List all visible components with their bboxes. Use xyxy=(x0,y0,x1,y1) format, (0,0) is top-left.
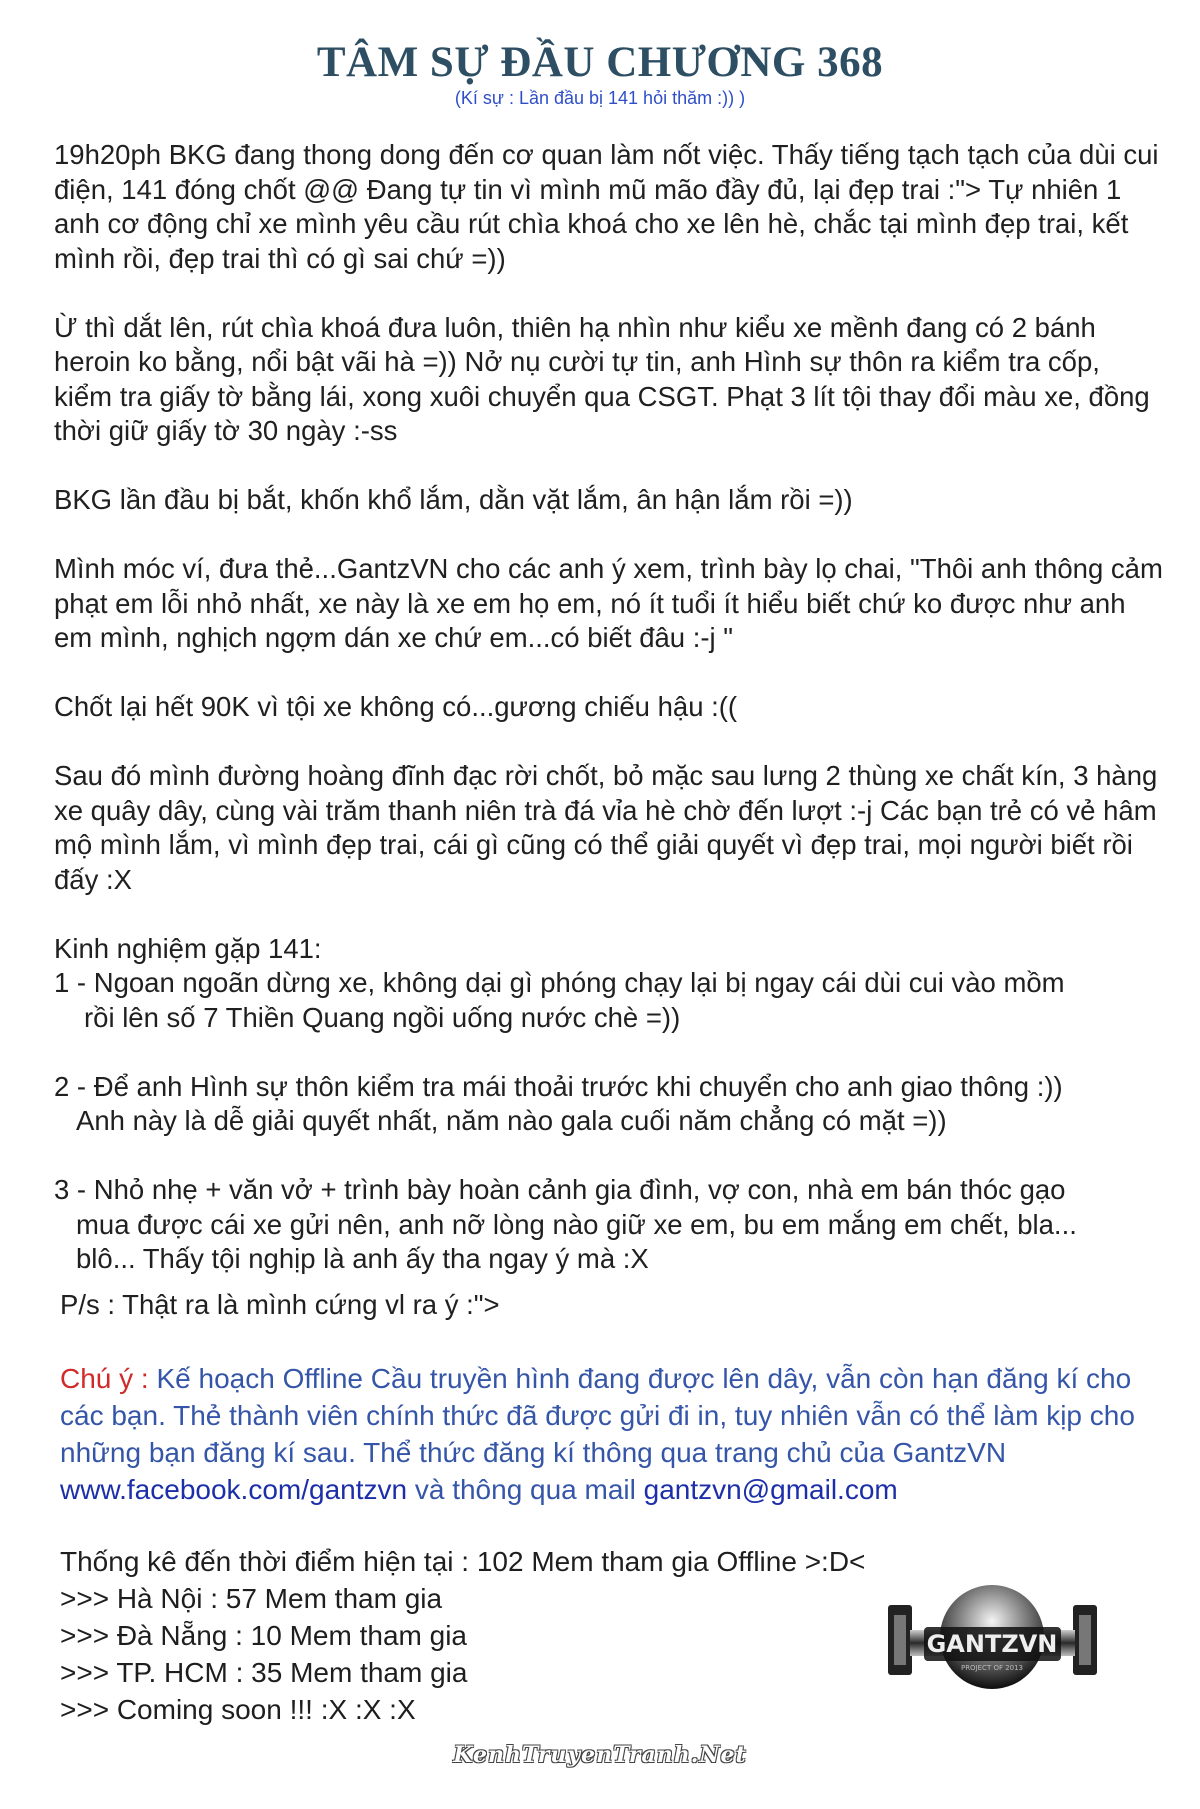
tips-heading: Kinh nghiệm gặp 141: xyxy=(54,932,322,964)
tip-3 xyxy=(54,1173,1164,1277)
tip-1-line-1: 1 - Ngoan ngoãn dừng xe, không dại gì phóng chạy lại bị ngay cái dùi cui vào mồm xyxy=(54,967,1065,998)
notice-block xyxy=(60,1360,1170,1508)
stats-summary: Thống kê đến thời điểm hiện tại : 102 Mem tham gia Offline >:D< xyxy=(60,1546,866,1577)
page-title: TÂM SỰ ĐẦU CHƯƠNG 368 xyxy=(316,39,884,86)
logo-text: GANTZVN xyxy=(926,1630,1058,1658)
tip-3-line-3: blô... Thấy tội nghịp là anh ấy tha ngay ý mà :X xyxy=(76,1243,649,1274)
paragraph-first-arrest: BKG lần đầu bị bắt, khốn khổ lắm, dằn vặt lắm, ân hận lắm rồi =)) xyxy=(54,484,853,515)
tip-3-line-1: 3 - Nhỏ nhẹ + văn vở + trình bày hoàn cảnh gia đình, vợ con, nhà em bán thóc gạo xyxy=(54,1174,1066,1205)
tip-2 xyxy=(54,1070,1164,1139)
gantzvn-logo xyxy=(880,1575,1105,1705)
logo-tagline: PROJECT OF 2013 xyxy=(960,1664,1024,1672)
stats-coming: >>> Coming soon !!! :X :X :X xyxy=(60,1694,416,1725)
notice-label: Chú ý : xyxy=(60,1363,149,1394)
stats-danang: >>> Đà Nẵng : 10 Mem tham gia xyxy=(60,1620,467,1651)
tip-1 xyxy=(54,966,1164,1035)
email-link[interactable]: gantzvn@gmail.com xyxy=(643,1474,898,1505)
postscript: P/s : Thật ra là mình cứng vl ra ý :"> xyxy=(60,1289,500,1320)
stats-hanoi: >>> Hà Nội : 57 Mem tham gia xyxy=(60,1583,443,1614)
paragraph-intro: 19h20ph BKG đang thong dong đến cơ quan làm nốt việc. Thấy tiếng tạch tạch của dùi cui điện, 141 đóng chốt @@ Đang tự tin vì mình mũ mão đầy đủ, lại đẹp trai :"> Tự nhiên 1 anh cơ động chỉ xe mình yêu cầu rút chìa khoá cho xe lên hè, chắc tại mình đẹp trai, kết mình rồi, đẹp trai thì có gì sai chứ =)) xyxy=(54,139,1159,274)
tip-2-line-2: Anh này là dễ giải quyết nhất, năm nào gala cuối năm chẳng có mặt =)) xyxy=(76,1105,947,1136)
paragraph-wallet: Mình móc ví, đưa thẻ...GantzVN cho các anh ý xem, trình bày lọ chai, "Thôi anh thông cảm phạt em lỗi nhỏ nhất, xe này là xe em họ em, nó ít tuổi ít hiểu biết chứ ko được như anh em mình, nghịch ngợm dán xe chứ em...có biết đâu :-j " xyxy=(54,553,1163,653)
paragraph-fine: Chốt lại hết 90K vì tội xe không có...gương chiếu hậu :(( xyxy=(54,691,738,722)
tip-1-line-2: rồi lên số 7 Thiền Quang ngồi uống nước chè =)) xyxy=(84,1001,681,1033)
watermark: KenhTruyenTranh.Net xyxy=(453,1742,747,1768)
stats-block xyxy=(60,1543,865,1728)
facebook-link[interactable]: www.facebook.com/gantzvn xyxy=(60,1474,408,1505)
stats-hcm: >>> TP. HCM : 35 Mem tham gia xyxy=(60,1657,468,1688)
story-body xyxy=(54,138,1164,1277)
paragraph-inspection: Ừ thì dắt lên, rút chìa khoá đưa luôn, thiên hạ nhìn như kiểu xe mềnh đang có 2 bánh heroin ko bằng, nổi bật vãi hà =)) Nở nụ cười tự tin, anh Hình sự thôn ra kiểm tra cốp, kiểm tra giấy tờ bằng lái, xong xuôi chuyển qua CSGT. Phạt 3 lít tội thay đổi màu xe, đồng thời giữ giấy tờ 30 ngày :-ss xyxy=(54,311,1150,446)
page-subtitle: (Kí sự : Lần đầu bị 141 hỏi thăm :)) ) xyxy=(454,88,746,108)
notice-middle: và thông qua mail xyxy=(407,1474,644,1505)
tip-2-line-1: 2 - Để anh Hình sự thôn kiểm tra mái thoải trước khi chuyển cho anh giao thông :)) xyxy=(54,1070,1063,1102)
notice-text: Kế hoạch Offline Cầu truyền hình đang được lên dây, vẫn còn hạn đăng kí cho các bạn. Thẻ thành viên chính thức đã được gửi đi in, tuy nhiên vẫn có thể làm kịp cho những bạn đăng kí sau. Thể thức đăng kí thông qua trang chủ của GantzVN xyxy=(60,1363,1135,1468)
tip-3-line-2: mua được cái xe gửi nên, anh nỡ lòng nào giữ xe em, bu em mắng em chết, bla... xyxy=(76,1208,1077,1240)
paragraph-leaving: Sau đó mình đường hoàng đĩnh đạc rời chốt, bỏ mặc sau lưng 2 thùng xe chất kín, 3 hàng xe quây dây, cùng vài trăm thanh niên trà đá vỉa hè chờ đến lượt :-j Các bạn trẻ có vẻ hâm mộ mình lắm, vì mình đẹp trai, cái gì cũng có thể giải quyết vì đẹp trai, mọi người biết rồi đấy :X xyxy=(54,760,1158,895)
